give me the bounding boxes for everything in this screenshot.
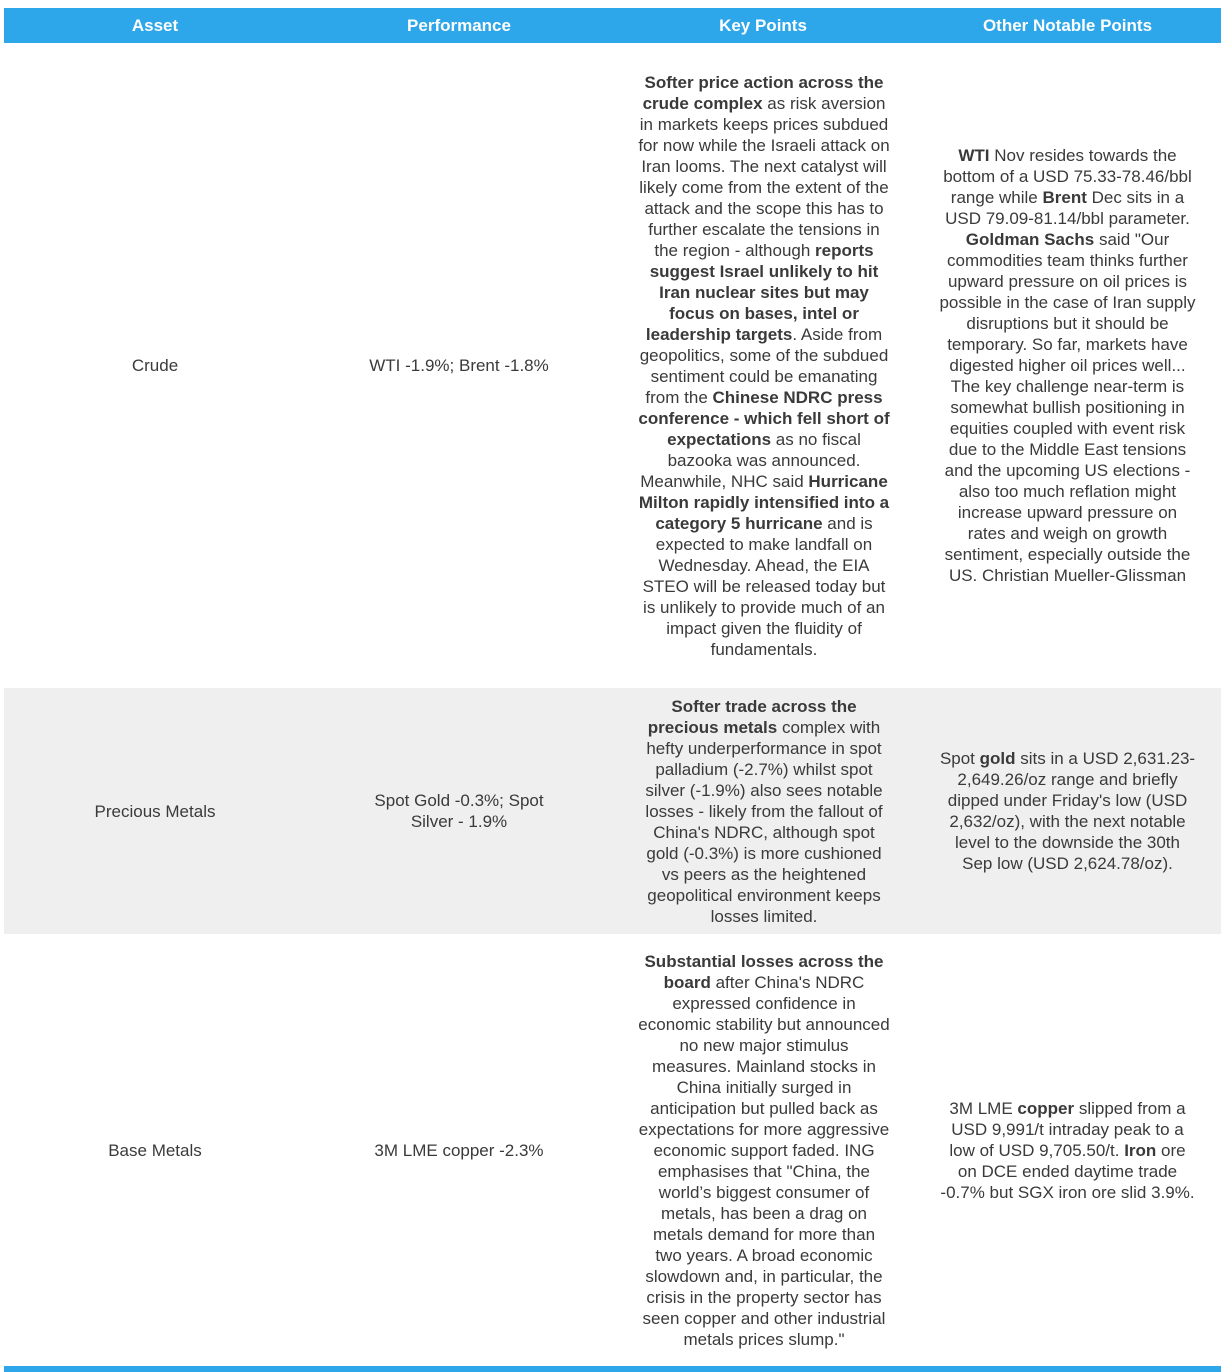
commodities-table [4,8,1221,1366]
table-bottom-border [4,1366,1221,1372]
header-performance: Performance [306,8,612,43]
emphasis-text: WTI [958,146,990,165]
body-text: as no fiscal bazooka was announced. Meanwhile, NHC said [640,429,861,491]
emphasis-text: copper [1017,1098,1075,1118]
commodities-table-container [4,8,1221,1366]
asset-cell: Crude [131,356,179,375]
performance-cell: Spot Gold -0.3%; Spot Silver - 1.9% [306,688,612,934]
emphasis-text: Goldman Sachs [965,230,1095,249]
header-asset: Asset [4,8,306,43]
header-other-notable-points: Other Notable Points [914,8,1221,43]
emphasis-text: Softer trade across the precious metals [647,696,857,737]
body-text: and is expected to make landfall on Wednesday. Ahead, the EIA STEO will be released today but is unlikely to provide much of an impact given the fluidity of fundamentals. [642,513,886,659]
key-points-cell [612,934,914,1366]
body-text: Nov resides towards the bottom of a USD 75.33-78.46/bbl range while [943,146,1192,207]
emphasis-text: Hurricane Milton rapidly intensified into a category 5 hurricane [638,471,890,533]
asset-cell: Base Metals [108,1140,202,1160]
other-points-cell [914,688,1221,934]
performance-cell: WTI -1.9%; Brent -1.8% [369,356,549,375]
body-text: said "Our commodities team thinks further upward pressure on oil prices is possible in the case of Iran supply disruptions but it should be temporary. So far, markets have digested higher oil prices well... The key challenge near-term is somewhat bullish positioning in equities coupled with event risk due to the Middle East tensions and the upcoming US elections - also too much reflation might increase upward pressure on rates and weigh on growth sentiment, especially outside the US. Christian Mueller-Glissman [939,230,1196,585]
key-points-cell [612,43,914,688]
table-row-crude [4,43,1221,688]
key-points-cell [612,688,914,934]
header-key-points: Key Points [612,8,914,43]
body-text: 3M LME [949,1098,1018,1118]
asset-cell: Precious Metals [4,688,306,934]
body-text: Spot [939,749,980,768]
emphasis-text: Iron [1124,1140,1157,1160]
body-text: ore on DCE ended daytime trade -0.7% but SGX iron ore slid 3.9%. [940,1140,1195,1202]
table-header-row [4,8,1221,43]
table-row-base-metals [4,934,1221,1366]
body-text: sits in a USD 2,631.23-2,649.26/oz range and briefly dipped under Friday's low (USD 2,632/oz), with the next notable level to the downside the 30th Sep low (USD 2,624.78/oz). [947,749,1196,873]
body-text: Dec sits in a USD 79.09-81.14/bbl parameter. [945,188,1190,228]
body-text: complex with hefty underperformance in spot palladium (-2.7%) whilst spot silver (-1.9%) also sees notable losses - likely from the fallout of China's NDRC, although spot gold (-0.3%) is more cushioned vs peers as the heightened geopolitical environment keeps losses limited. [645,717,883,926]
other-points-cell [914,43,1221,688]
body-text: slipped from a USD 9,991/t intraday peak to a low of USD 9,705.50/t. [949,1098,1186,1160]
body-text: as risk aversion in markets keeps prices subdued for now while the Israeli attack on Iran looms. The next catalyst will likely come from the extent of the attack and the scope this has to further escalate the tensions in the region - although [638,93,890,260]
table-row-precious-metals [4,688,1221,934]
emphasis-text: Softer price action across the crude complex [642,72,884,113]
other-points-cell [914,934,1221,1366]
emphasis-text: reports suggest Israel unlikely to hit Iran nuclear sites but may focus on bases, intel or leadership targets [645,240,879,344]
emphasis-text: Brent [1042,188,1087,207]
emphasis-text: gold [979,749,1016,768]
body-text: after China's NDRC expressed confidence in economic stability but announced no new major stimulus measures. Mainland stocks in China initially surged in anticipation but pulled back as expectations for more aggressive economic support faded. ING emphasises that "China, the world’s biggest consumer of metals, has been a drag on metals demand for more than two years. A broad economic slowdown and, in particular, the crisis in the property sector has seen copper and other industrial metals prices slump." [638,972,890,1349]
body-text: . Aside from geopolitics, some of the subdued sentiment could be emanating from the [639,324,889,407]
emphasis-text: Chinese NDRC press conference - which fell short of expectations [638,387,890,449]
emphasis-text: Substantial losses across the board [644,951,884,992]
performance-cell: 3M LME copper -2.3% [374,1140,544,1160]
